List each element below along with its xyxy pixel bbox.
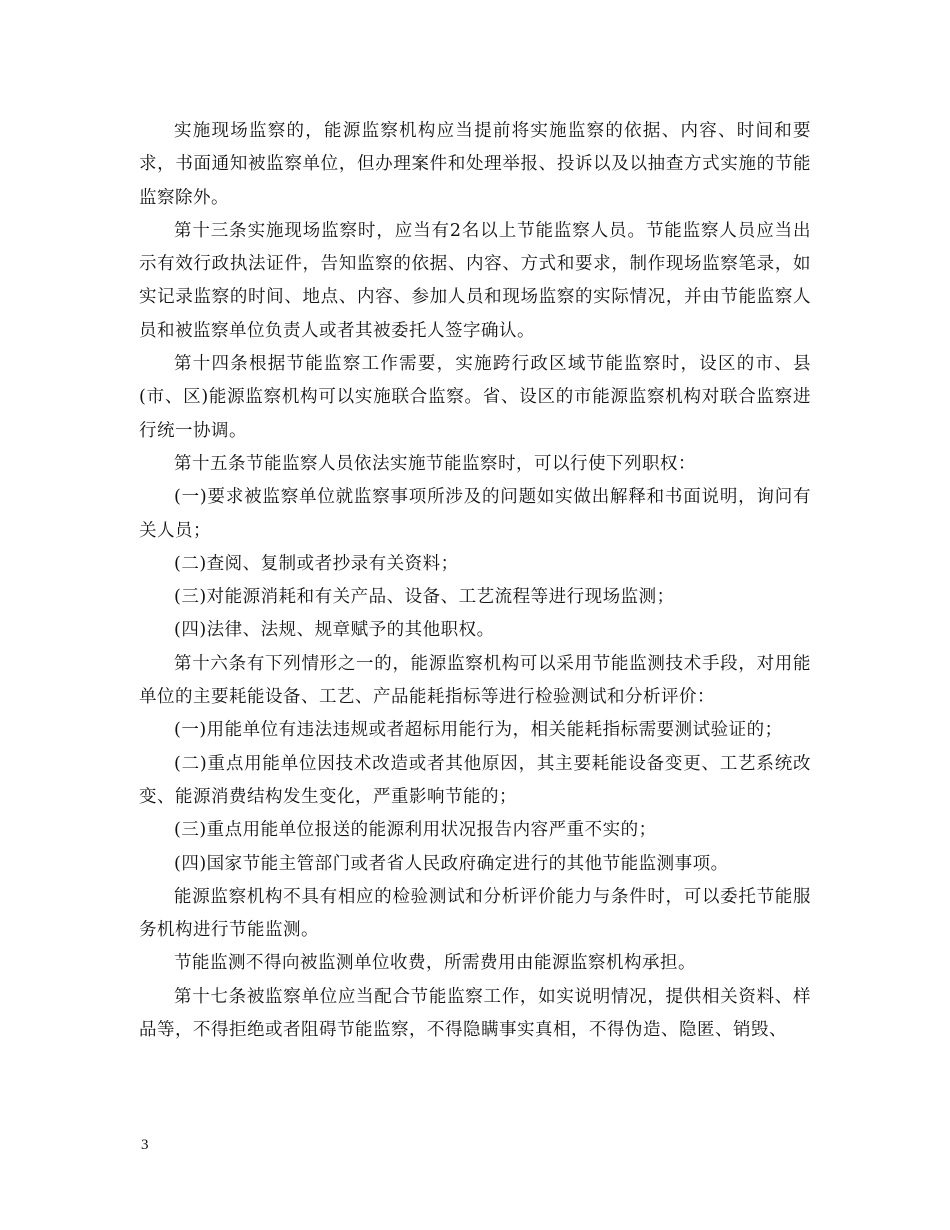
list-item: (四)国家节能主管部门或者省人民政府确定进行的其他节能监测事项。 (174, 853, 729, 874)
paragraph: 第十七条被监察单位应当配合节能监察工作，如实说明情况，提供相关资料、样品等，不得拒绝或者阻碍节能监察，不得隐瞒事实真相，不得伪造、隐匿、销毁、 (139, 986, 811, 1041)
list-item: (二)查阅、复制或者抄录有关资料； (174, 553, 459, 574)
paragraph: 能源监察机构不具有相应的检验测试和分析评价能力与条件时，可以委托节能服务机构进行节能监测。 (139, 886, 811, 941)
list-item: (一)用能单位有违法违规或者超标用能行为，相关能耗指标需要测试验证的； (174, 720, 783, 741)
list-item: (二)重点用能单位因技术改造或者其他原因，其主要耗能设备变更、工艺系统改变、能源消费结构发生变化，严重影响节能的； (139, 753, 811, 807)
list-item: (三)重点用能单位报送的能源利用状况报告内容严重不实的； (174, 820, 657, 841)
paragraph: 节能监测不得向被监测单位收费，所需费用由能源监察机构承担。 (174, 953, 696, 974)
paragraph: 第十五条节能监察人员依法实施节能监察时，可以行使下列职权： (174, 453, 696, 474)
page-number: 3 (141, 1137, 149, 1153)
list-item: (三)对能源消耗和有关产品、设备、工艺流程等进行现场监测； (174, 587, 675, 608)
paragraph: 第十四条根据节能监察工作需要，实施跨行政区域节能监察时，设区的市、县(市、区)能源监察机构可以实施联合监察。省、设区的市能源监察机构对联合监察进行统一协调。 (139, 354, 811, 441)
paragraph: 实施现场监察的，能源监察机构应当提前将实施监察的依据、内容、时间和要求，书面通知被监察单位，但办理案件和处理举报、投诉以及以抽查方式实施的节能监察除外。 (139, 121, 811, 208)
list-item: (一)要求被监察单位就监察事项所涉及的问题如实做出解释和书面说明，询问有关人员； (139, 487, 811, 541)
list-item: (四)法律、法规、规章赋予的其他职权。 (174, 620, 495, 641)
paragraph: 第十三条实施现场监察时，应当有2名以上节能监察人员。节能监察人员应当出示有效行政执法证件，告知监察的依据、内容、方式和要求，制作现场监察笔录，如实记录监察的时间、地点、内容、参加人员和现场监察的实际情况，并由节能监察人员和被监察单位负责人或者其被委托人签字确认。 (139, 220, 811, 341)
body-text (139, 115, 811, 1047)
paragraph: 第十六条有下列情形之一的，能源监察机构可以采用节能监测技术手段，对用能单位的主要耗能设备、工艺、产品能耗指标等进行检验测试和分析评价： (139, 653, 811, 708)
